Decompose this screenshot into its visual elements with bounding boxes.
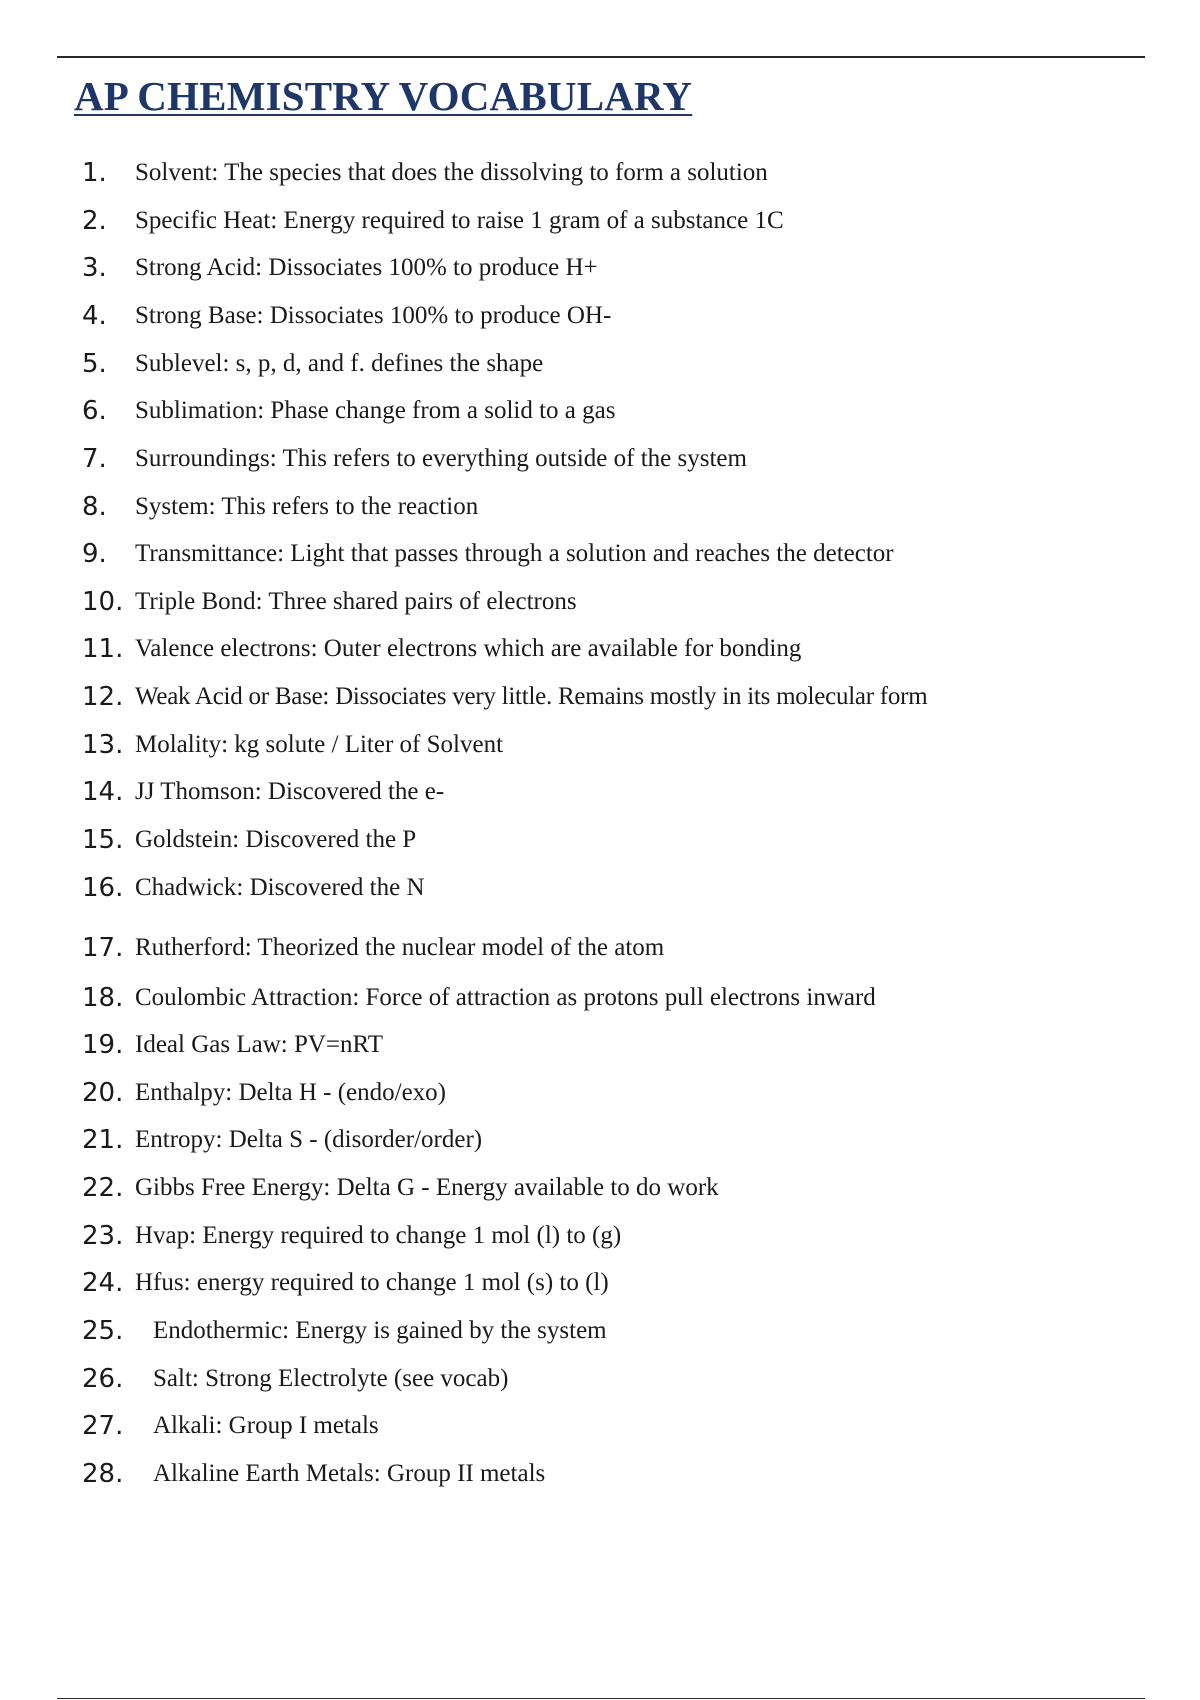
item-text: JJ Thomson: Discovered the e- xyxy=(135,778,445,805)
list-item xyxy=(0,344,1150,384)
page-title: AP CHEMISTRY VOCABULARY xyxy=(74,73,693,119)
item-number: 15. xyxy=(82,825,124,855)
item-text: Chadwick: Discovered the N xyxy=(135,874,425,901)
item-number: 6. xyxy=(82,396,107,426)
item-number: 14. xyxy=(82,777,124,807)
list-item xyxy=(0,1263,1150,1303)
item-number: 22. xyxy=(82,1173,124,1203)
item-text: Coulombic Attraction: Force of attraction as protons pull electrons inward xyxy=(135,984,876,1011)
list-item xyxy=(0,439,1150,479)
list-item xyxy=(0,1120,1150,1160)
list-item xyxy=(0,1073,1150,1113)
item-text: Goldstein: Discovered the P xyxy=(135,826,417,853)
item-text: Ideal Gas Law: PV=nRT xyxy=(135,1031,383,1058)
item-text: Salt: Strong Electrolyte (see vocab) xyxy=(153,1365,509,1392)
item-text: Entropy: Delta S - (disorder/order) xyxy=(135,1126,483,1153)
list-item xyxy=(0,772,1150,812)
item-number: 16. xyxy=(82,873,124,903)
item-number: 21. xyxy=(82,1125,124,1155)
list-item xyxy=(0,629,1150,669)
list-item xyxy=(0,1406,1150,1446)
item-text: Specific Heat: Energy required to raise 1 gram of a substance 1C xyxy=(135,207,784,234)
item-number: 7. xyxy=(82,444,107,474)
item-number: 4. xyxy=(82,301,107,331)
list-item xyxy=(0,820,1150,860)
item-text: Hvap: Energy required to change 1 mol (l) to (g) xyxy=(135,1222,622,1249)
item-number: 18. xyxy=(82,983,124,1013)
list-item xyxy=(0,1025,1150,1065)
item-number: 19. xyxy=(82,1030,124,1060)
bottom-divider xyxy=(57,1698,1145,1699)
list-item xyxy=(0,1216,1150,1256)
item-text: Weak Acid or Base: Dissociates very little. Remains mostly in its molecular form xyxy=(135,683,928,710)
item-text: Transmittance: Light that passes through a solution and reaches the detector xyxy=(135,540,894,567)
item-number: 9. xyxy=(82,539,107,569)
item-text: Valence electrons: Outer electrons which are available for bonding xyxy=(135,635,802,662)
list-item xyxy=(0,928,1150,968)
item-number: 13. xyxy=(82,730,124,760)
item-text: Surroundings: This refers to everything outside of the system xyxy=(135,445,747,472)
item-number: 12. xyxy=(82,682,124,712)
item-number: 2. xyxy=(82,206,107,236)
list-item xyxy=(0,582,1150,622)
item-number: 10. xyxy=(82,587,124,617)
item-number: 28. xyxy=(82,1459,124,1489)
item-number: 20. xyxy=(82,1078,124,1108)
list-item xyxy=(0,391,1150,431)
list-item xyxy=(0,248,1150,288)
item-text: Strong Acid: Dissociates 100% to produce H+ xyxy=(135,254,598,281)
item-number: 5. xyxy=(82,349,107,379)
item-number: 17. xyxy=(82,933,124,963)
item-number: 27. xyxy=(82,1411,124,1441)
item-text: Hfus: energy required to change 1 mol (s) to (l) xyxy=(135,1269,609,1296)
item-text: Strong Base: Dissociates 100% to produce OH- xyxy=(135,302,612,329)
item-number: 11. xyxy=(82,634,124,664)
item-number: 26. xyxy=(82,1364,124,1394)
item-text: Molality: kg solute / Liter of Solvent xyxy=(135,731,504,758)
item-text: Alkali: Group I metals xyxy=(153,1412,379,1439)
list-item xyxy=(0,1311,1150,1351)
item-text: Endothermic: Energy is gained by the system xyxy=(153,1317,607,1344)
item-number: 3. xyxy=(82,253,107,283)
list-item xyxy=(0,677,1150,717)
item-number: 25. xyxy=(82,1316,124,1346)
list-item xyxy=(0,487,1150,527)
item-text: Triple Bond: Three shared pairs of electrons xyxy=(135,588,577,615)
list-item xyxy=(0,1168,1150,1208)
list-item xyxy=(0,868,1150,908)
list-item xyxy=(0,1454,1150,1494)
top-divider xyxy=(57,56,1145,58)
list-item xyxy=(0,534,1150,574)
list-item xyxy=(0,296,1150,336)
item-text: Sublimation: Phase change from a solid to a gas xyxy=(135,397,616,424)
item-number: 23. xyxy=(82,1221,124,1251)
item-text: Enthalpy: Delta H - (endo/exo) xyxy=(135,1079,447,1106)
list-item xyxy=(0,153,1150,193)
list-item xyxy=(0,201,1150,241)
item-text: Gibbs Free Energy: Delta G - Energy available to do work xyxy=(135,1174,719,1201)
item-text: Alkaline Earth Metals: Group II metals xyxy=(153,1460,546,1487)
item-number: 8. xyxy=(82,492,107,522)
item-number: 24. xyxy=(82,1268,124,1298)
item-number: 1. xyxy=(82,158,107,188)
list-item xyxy=(0,725,1150,765)
item-text: Solvent: The species that does the dissolving to form a solution xyxy=(135,159,768,186)
item-text: Rutherford: Theorized the nuclear model of the atom xyxy=(135,934,665,961)
item-text: System: This refers to the reaction xyxy=(135,493,479,520)
list-item xyxy=(0,1359,1150,1399)
list-item xyxy=(0,978,1150,1018)
item-text: Sublevel: s, p, d, and f. defines the shape xyxy=(135,350,544,377)
